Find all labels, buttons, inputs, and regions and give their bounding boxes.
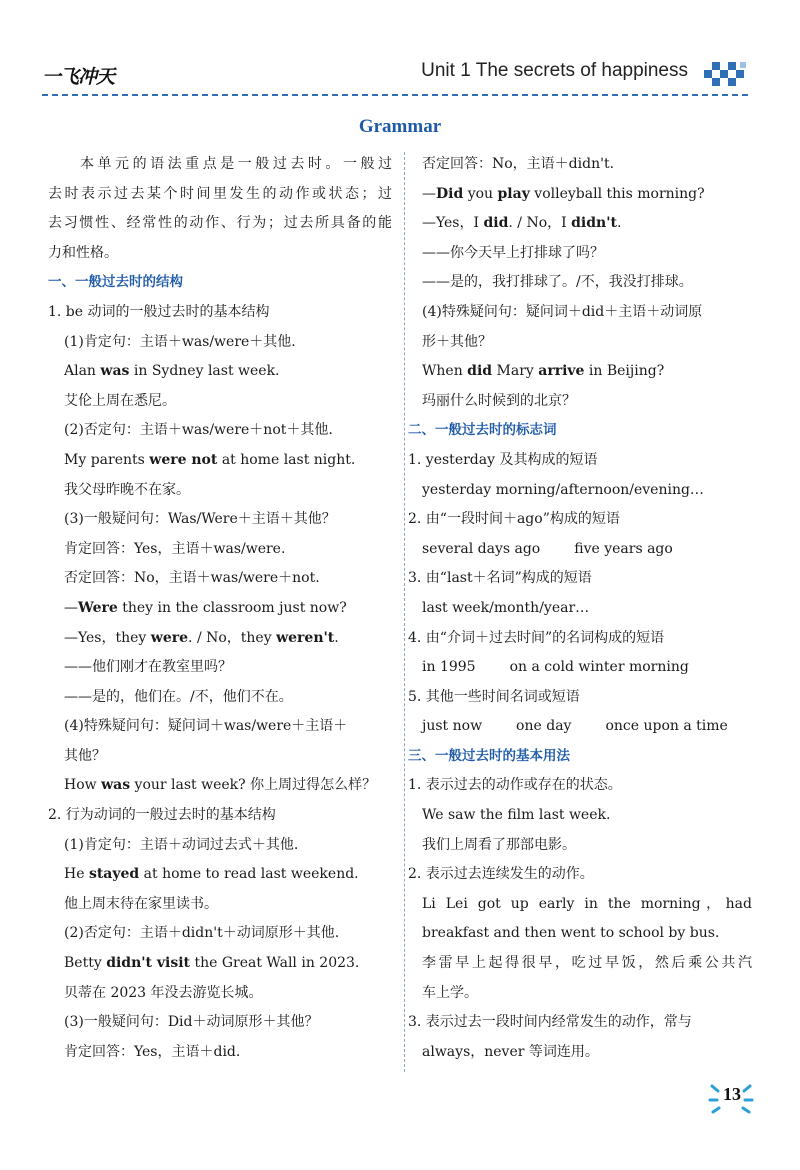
heading-structure: 一、一般过去时的结构 bbox=[48, 274, 183, 291]
be-negative-example: My parents were not at home last night. bbox=[64, 451, 356, 468]
be-answer-example: —Yes，they were. / No，they weren't. bbox=[64, 629, 339, 646]
heading-markers: 二、一般过去时的标志词 bbox=[408, 422, 557, 439]
usage-2-title: 2. 表示过去连续发生的动作。 bbox=[408, 866, 594, 883]
be-question-translation: ——他们刚才在教室里吗？ bbox=[64, 659, 232, 676]
be-verb-title: 1. be 动词的一般过去时的基本结构 bbox=[48, 303, 270, 320]
verb-negative-example: Betty didn't visit the Great Wall in 2023. bbox=[64, 955, 360, 972]
be-question-example: —Were they in the classroom just now? bbox=[64, 599, 347, 616]
right-column bbox=[408, 150, 752, 1067]
usage-1-title: 1. 表示过去的动作或存在的状态。 bbox=[408, 777, 622, 794]
verb-wh-question-rule-cont: 形＋其他？ bbox=[422, 333, 492, 350]
intro-line: 去习惯性、经常性的动作、行为；过去所具备的能 bbox=[48, 215, 392, 232]
verb-negative-translation: 贝蒂在 2023 年没去游览长城。 bbox=[64, 984, 263, 1001]
be-answer-translation: ——是的，他们在。/不，他们不在。 bbox=[64, 688, 293, 705]
be-wh-question-example: How was your last week? 你上周过得怎么样？ bbox=[64, 777, 377, 794]
marker-2-title: 2. 由“一段时间＋ago”构成的短语 bbox=[408, 511, 620, 528]
be-wh-question-rule-cont: 其他？ bbox=[64, 747, 106, 764]
usage-3-title-cont: always，never 等词连用。 bbox=[422, 1043, 599, 1060]
marker-3-title: 3. 由“last＋名词”构成的短语 bbox=[408, 570, 592, 587]
verb-question-translation: ——你今天早上打排球了吗？ bbox=[422, 244, 604, 261]
marker-2-example: several days ago five years ago bbox=[422, 540, 673, 557]
be-affirmative-translation: 艾伦上周在悉尼。 bbox=[64, 392, 176, 409]
marker-4-example: in 1995 on a cold winter morning bbox=[422, 659, 689, 676]
verb-wh-question-rule: (4)特殊疑问句：疑问词＋did＋主语＋动词原 bbox=[422, 303, 703, 320]
usage-3-title: 3. 表示过去一段时间内经常发生的动作，常与 bbox=[408, 1014, 692, 1031]
verb-wh-question-example: When did Mary arrive in Beijing? bbox=[422, 363, 665, 380]
be-no-answer: 否定回答：No，主语＋was/were＋not. bbox=[64, 570, 320, 587]
usage-1-translation: 我们上周看了那部电影。 bbox=[422, 836, 576, 853]
verb-negative-rule: (2)否定句：主语＋didn't＋动词原形＋其他. bbox=[64, 925, 340, 942]
checker-decoration-icon bbox=[702, 62, 748, 92]
marker-1-example: yesterday morning/afternoon/evening… bbox=[422, 481, 704, 498]
verb-affirmative-example: He stayed at home to read last weekend. bbox=[64, 866, 359, 883]
verb-question-rule: (3)一般疑问句：Did＋动词原形＋其他？ bbox=[64, 1014, 319, 1031]
marker-5-example: just now one day once upon a time bbox=[422, 718, 728, 735]
page-number: 13 bbox=[723, 1084, 741, 1104]
column-divider bbox=[404, 152, 405, 1072]
verb-answer-translation: ——是的，我打排球了。/不，我没打排球。 bbox=[422, 274, 693, 291]
usage-1-example: We saw the film last week. bbox=[422, 807, 611, 824]
verb-wh-question-translation: 玛丽什么时候到的北京？ bbox=[422, 392, 576, 409]
verb-answer-example: —Yes，I did. / No，I didn't. bbox=[422, 215, 622, 232]
be-negative-translation: 我父母昨晚不在家。 bbox=[64, 481, 190, 498]
unit-title: Unit 1 The secrets of happiness bbox=[421, 60, 688, 81]
verb-affirmative-rule: (1)肯定句：主语＋动词过去式＋其他. bbox=[64, 836, 299, 853]
intro-line: 去时表示过去某个时间里发生的动作或状态；过 bbox=[48, 185, 392, 202]
marker-1-title: 1. yesterday 及其构成的短语 bbox=[408, 451, 598, 468]
left-column bbox=[48, 150, 392, 1067]
be-affirmative-rule: (1)肯定句：主语＋was/were＋其他. bbox=[64, 333, 296, 350]
usage-2-translation: 李雷早上起得很早，吃过早饭，然后乘公共汽 bbox=[422, 955, 752, 972]
marker-3-example: last week/month/year… bbox=[422, 599, 590, 616]
be-negative-rule: (2)否定句：主语＋was/were＋not＋其他. bbox=[64, 422, 333, 439]
verb-question-example: —Did you play volleyball this morning? bbox=[422, 185, 705, 202]
usage-2-translation-cont: 车上学。 bbox=[422, 984, 478, 1001]
usage-2-example: Li Lei got up early in the morning，had bbox=[422, 895, 752, 912]
heading-usage: 三、一般过去时的基本用法 bbox=[408, 747, 570, 764]
intro-line: 力和性格。 bbox=[48, 244, 118, 261]
page-header bbox=[0, 0, 800, 110]
intro-line: 本单元的语法重点是一般过去时。一般过 bbox=[80, 156, 392, 172]
be-wh-question-rule: (4)特殊疑问句：疑问词＋was/were＋主语＋ bbox=[64, 718, 348, 735]
verb-affirmative-translation: 他上周末待在家里读书。 bbox=[64, 895, 218, 912]
marker-4-title: 4. 由“介词＋过去时间”的名词构成的短语 bbox=[408, 629, 665, 646]
marker-5-title: 5. 其他一些时间名词或短语 bbox=[408, 688, 580, 705]
usage-2-example-cont: breakfast and then went to school by bus. bbox=[422, 925, 720, 942]
header-dashed-rule bbox=[42, 94, 748, 96]
verb-no-answer: 否定回答：No，主语＋didn't. bbox=[422, 156, 615, 172]
be-affirmative-example: Alan was in Sydney last week. bbox=[64, 363, 280, 380]
brand-logo: 一飞冲天 bbox=[42, 66, 115, 88]
be-yes-answer: 肯定回答：Yes，主语＋was/were. bbox=[64, 540, 286, 557]
action-verb-title: 2. 行为动词的一般过去时的基本结构 bbox=[48, 807, 276, 824]
be-question-rule: (3)一般疑问句：Was/Were＋主语＋其他？ bbox=[64, 511, 336, 528]
section-title: Grammar bbox=[358, 116, 442, 137]
verb-yes-answer: 肯定回答：Yes，主语＋did. bbox=[64, 1043, 241, 1060]
